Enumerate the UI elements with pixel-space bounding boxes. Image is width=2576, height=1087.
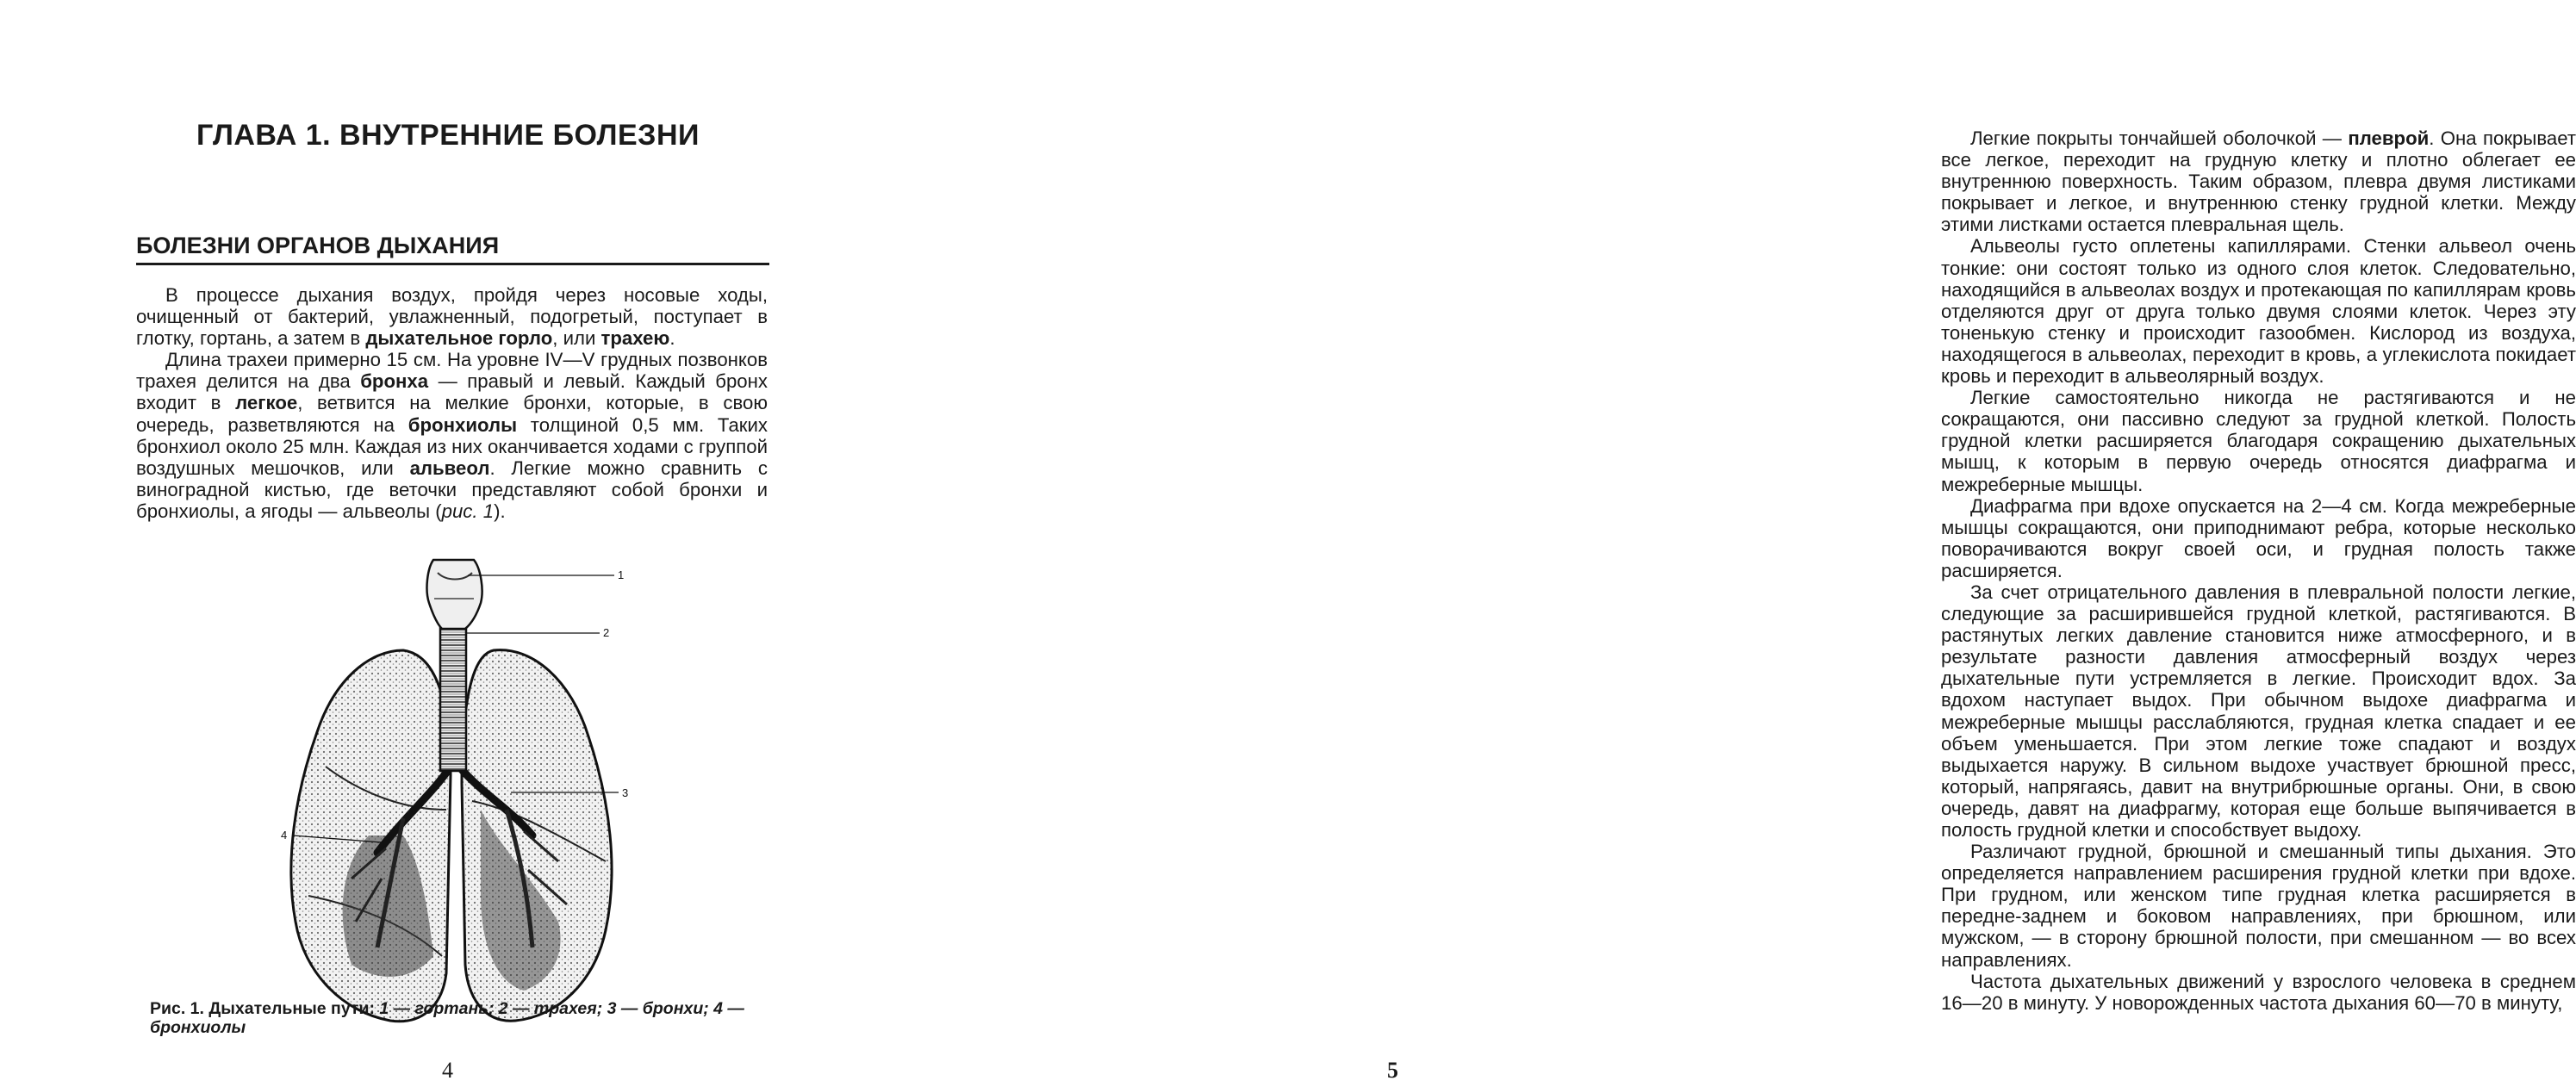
italic-text: 1 — гортань; 2 — трахея; 3 — бронхи; 4 — бронхиолы: [150, 999, 744, 1037]
figure-label-1: 1: [618, 568, 625, 581]
paragraph: [1941, 127, 2576, 235]
figure-label-2: 2: [603, 626, 610, 639]
paragraph: [1941, 971, 2576, 1014]
bold-term: трахею: [600, 327, 670, 350]
text-run: В процессе дыхания воздух, пройдя через носовые ходы, очищенный от бактерий, увлажненный, подогретый, поступает в глотку, гортань, а затем в: [136, 284, 768, 350]
larynx: [427, 560, 482, 629]
text-run: Легкие покрыты тончайшей оболочкой —: [1970, 127, 2349, 149]
figure-label-4: 4: [281, 829, 288, 842]
bold-term: бронхиолы: [408, 413, 518, 436]
bold-term: бронха: [360, 370, 429, 393]
text-run: Частота дыхательных движений у взрослого человека в среднем 16—20 в минуту. У новорожденных частота дыхания 60—70 в минуту,: [1941, 970, 2576, 1014]
paragraph: [1941, 581, 2576, 841]
text-run: . Легкие можно сравнить с виноградной кистью, где веточки представляют собой бронхи и бронхиолы, а ягоды — альвеолы (: [136, 457, 768, 522]
right-lung: [291, 650, 451, 1022]
respiratory-tract-illustration: [274, 551, 636, 1042]
left-text-column: [136, 284, 768, 522]
left-page: [0, 0, 862, 1087]
text-run: толщиной 0,5 мм. Таких бронхиол около 25 млн. Каждая из них оканчивается ходами с группой воздушных мешочков, или: [136, 413, 768, 479]
italic-text: рис. 1: [441, 500, 495, 522]
page-number: 5: [1387, 1058, 1398, 1083]
text-run: Легкие самостоятельно никогда не растягиваются и не сокращаются, они пассивно следуют за грудной клеткой. Полость грудной клетки расширяется благодаря сокращению дыхательных мышц, к которым в первую очередь относятся диафрагма и межреберные мышцы.: [1941, 387, 2576, 495]
text-run: Различают грудной, брюшной и смешанный типы дыхания. Это определяется направлением расширения грудной клетки при вдохе. При грудном, или женском типе грудная клетка расширяется в передне-заднем и боковом направлениях, при брюшном, или мужском, — в сторону брюшной полости, при смешанном — во всех направлениях.: [1941, 841, 2576, 971]
bold-term: плеврой: [2348, 127, 2430, 149]
text-run: — правый и левый. Каждый бронх входит в: [136, 370, 768, 414]
chapter-title: ГЛАВА 1. ВНУТРЕННИЕ БОЛЕЗНИ: [196, 119, 700, 152]
figure-label-3: 3: [622, 786, 629, 799]
text-run: Альвеолы густо оплетены капиллярами. Стенки альвеол очень тонкие: они состоят только из одного слоя клеток. Следовательно, находящийся в альвеолах воздух и протекающая по капиллярам кровь отделяются друг от друга только двумя слоями клеток. Через эту тоненькую стенку и происходит газообмен. Кислород из воздуха, находящегося в альвеолах, переходит в кровь, а углекислота покидает кровь и переходит в альвеолярный воздух.: [1941, 235, 2576, 388]
bold-term: дыхательное горло: [365, 327, 553, 350]
bold-term: альвеол: [409, 457, 490, 479]
right-text-column: [1941, 127, 2576, 1014]
page-number: 4: [442, 1058, 453, 1083]
paragraph: [1941, 495, 2576, 581]
text-run: Длина трахеи примерно 15 см. На уровне IV—V грудных позвонков трахея делится на два: [136, 349, 768, 393]
left-lung: [462, 650, 612, 1022]
paragraph: [1941, 841, 2576, 971]
trachea: [440, 624, 466, 771]
text-run: ).: [494, 500, 506, 522]
text-run: , или: [552, 327, 601, 350]
bold-term: легкое: [235, 392, 298, 414]
paragraph: [1941, 235, 2576, 387]
text-run: , ветвится на мелкие бронхи, которые, в свою очередь, разветвляются на: [136, 392, 768, 436]
text-run: . Она покрывает все легкое, переходит на грудную клетку и плотно облегает ее внутреннюю поверхность. Таким образом, плевра двумя листиками покрывает и легкое, и внутреннюю стенку грудной клетки. Между этими листками остается плевральная щель.: [1941, 127, 2576, 236]
text-run: За счет отрицательного давления в плевральной полости легкие, следующие за расширившейся грудной клеткой, растягиваются. В растянутых легких давление становится ниже атмосферного, и в результате разности давления атмосферный воздух через дыхательные пути устремляется в легкие. Происходит вдох. За вдохом наступает выдох. При обычном выдохе диафрагма и межреберные мышцы расслабляются, грудная клетка спадает и ее объем уменьшается. При этом легкие тоже спадают и воздух выдыхается наружу. В сильном выдохе участвует брюшной пресс, который, напрягаясь, давит на внутрибрюшные органы. Они, в свою очередь, давят на диафрагму, которая еще больше выпячивается в полость грудной клетки и способствует выдоху.: [1941, 581, 2576, 841]
text-run: Рис. 1. Дыхательные пути:: [150, 999, 380, 1018]
section-title: БОЛЕЗНИ ОРГАНОВ ДЫХАНИЯ: [136, 233, 769, 265]
paragraph: [1941, 387, 2576, 494]
paragraph: [136, 284, 768, 349]
figure-caption: [150, 999, 770, 1037]
text-run: Диафрагма при вдохе опускается на 2—4 см. Когда межреберные мышцы сокращаются, они приподнимают ребра, которые несколько поворачиваются вокруг своей оси, и грудная полость также расширяется.: [1941, 494, 2576, 581]
text-run: .: [669, 327, 675, 350]
right-page: [862, 0, 2576, 1087]
paragraph: [136, 349, 768, 522]
